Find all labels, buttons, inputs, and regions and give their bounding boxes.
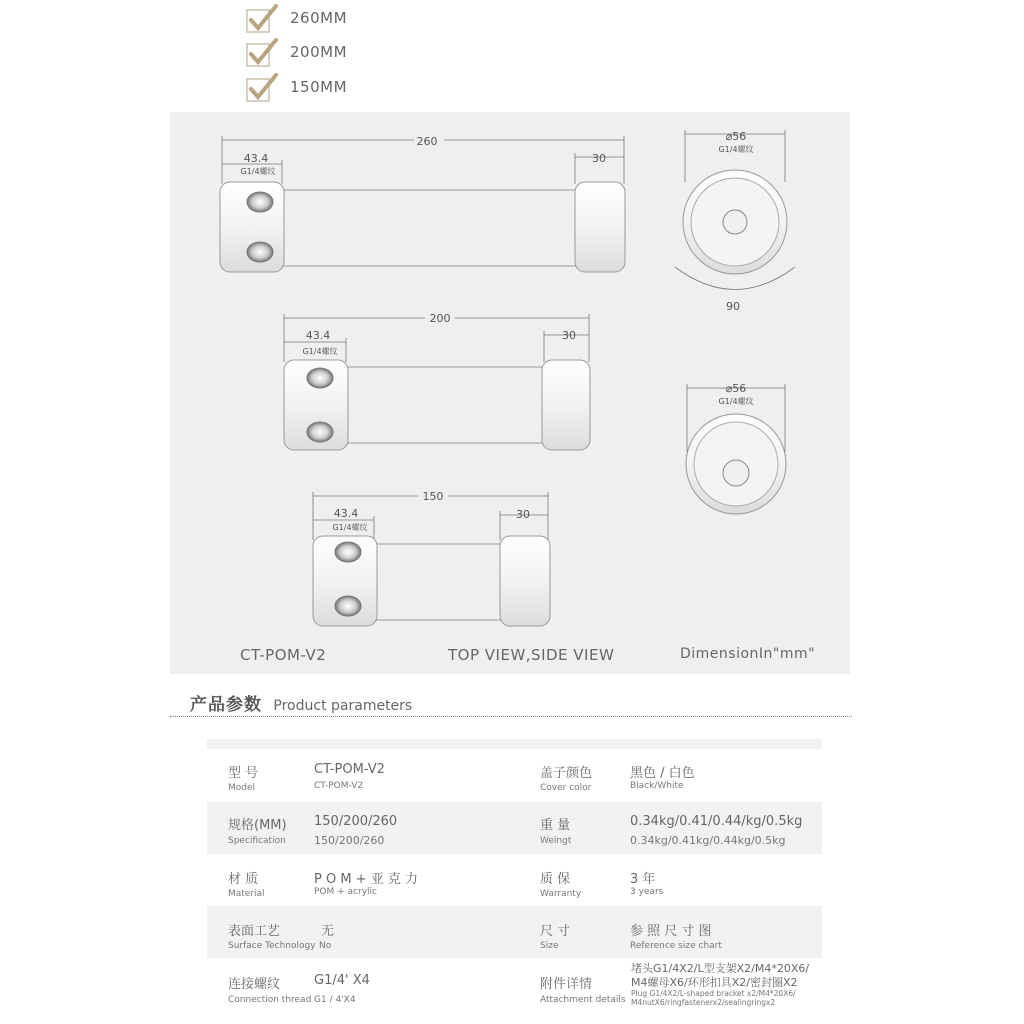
- dim-diameter: ⌀56: [725, 382, 747, 395]
- option-label: 150MM: [290, 78, 348, 96]
- param-label-en: Surface Technology: [228, 941, 316, 951]
- option-260mm[interactable]: [246, 2, 347, 34]
- side-view-1: [675, 130, 795, 313]
- dim-end-cap: 30: [592, 152, 606, 165]
- param-value: CT-POM-V2: [314, 762, 385, 777]
- model-caption: CT-POM-V2: [240, 646, 327, 664]
- dim-port-offset: 43.4: [305, 329, 331, 342]
- param-label-cn: 材 质: [228, 872, 259, 887]
- param-value-en: G1 / 4'X4: [314, 995, 356, 1005]
- table-header-band: [207, 739, 822, 749]
- dim-port-offset: 43.4: [243, 152, 269, 165]
- param-label-en: Specification: [228, 836, 286, 846]
- dim-port-offset: 43.4: [333, 507, 359, 520]
- param-value-line1: 堵头G1/4X2/L型支架X2/M4*20X6/: [631, 962, 810, 975]
- param-value: 3 年: [630, 872, 656, 887]
- param-label-en: Connection thread: [228, 995, 312, 1005]
- param-value-en-line2: M4nutX6/ringfastenerx2/sealingringx2: [631, 998, 776, 1007]
- section-title-cn: 产品参数: [190, 695, 262, 715]
- option-150mm[interactable]: [246, 71, 347, 103]
- thread-label: G1/4螺纹: [718, 397, 754, 406]
- param-label-cn: 连接螺纹: [228, 977, 281, 992]
- checkbox-checked-icon[interactable]: [246, 38, 274, 66]
- param-value: 黑色 / 白色: [630, 766, 695, 781]
- table-row: [207, 856, 822, 908]
- thread-label: G1/4螺纹: [332, 523, 368, 532]
- param-value-en: POM + acrylic: [314, 887, 377, 897]
- param-value-en: No: [319, 941, 332, 951]
- param-label-en: Attachment details: [540, 995, 626, 1005]
- option-label: 260MM: [290, 9, 348, 27]
- checkbox-checked-icon[interactable]: [246, 4, 274, 32]
- param-label-en: Cover color: [540, 783, 592, 793]
- param-label-en: Size: [540, 941, 559, 951]
- section-title: [190, 690, 412, 715]
- param-label-cn: 质 保: [540, 872, 571, 887]
- section-title-en: Product parameters: [273, 698, 413, 714]
- param-value: 150/200/260: [314, 814, 398, 829]
- table-row: [207, 802, 822, 854]
- option-label: 200MM: [290, 43, 348, 61]
- param-value-en: Reference size chart: [630, 941, 722, 951]
- checkbox-checked-icon[interactable]: [246, 73, 274, 101]
- param-value-en: Black/White: [630, 781, 684, 791]
- dim-end-cap: 30: [516, 508, 530, 521]
- table-row: [207, 906, 822, 958]
- tube-view-150: [313, 489, 550, 626]
- param-label-en: Weingt: [540, 836, 572, 846]
- dim-length: 260: [416, 135, 438, 148]
- param-value: 参 照 尺 寸 图: [630, 924, 712, 939]
- dim-end-cap: 30: [562, 329, 576, 342]
- param-label-cn: 表面工艺: [228, 924, 281, 939]
- dimension-caption: DimensionIn"mm": [680, 646, 816, 662]
- view-caption: TOP VIEW,SIDE VIEW: [448, 646, 615, 664]
- param-label-en: Warranty: [540, 889, 582, 899]
- param-value-line2: M4螺母X6/环形扣具X2/密封圈X2: [631, 976, 798, 989]
- param-value: G1/4' X4: [314, 973, 370, 988]
- divider: [170, 716, 852, 717]
- param-value: 无: [321, 924, 335, 939]
- param-value-en: CT-POM-V2: [314, 781, 364, 791]
- param-value-en-line1: Plug G1/4X2/L-shaped bracket x2/M4*20X6/: [631, 989, 796, 998]
- table-row: [207, 960, 822, 1020]
- param-value-en: 3 years: [630, 887, 664, 897]
- dimension-drawing: [170, 112, 850, 674]
- param-label-cn: 尺 寸: [540, 924, 571, 939]
- param-value-en: 0.34kg/0.41kg/0.44kg/0.5kg: [630, 834, 786, 847]
- param-label-cn: 重 量: [540, 818, 571, 833]
- tube-view-260: [220, 133, 625, 272]
- thread-label: G1/4螺纹: [302, 347, 338, 356]
- dim-diameter: ⌀56: [725, 130, 747, 143]
- param-value: 0.34kg/0.41/0.44/kg/0.5kg: [630, 814, 803, 829]
- dim-length: 200: [429, 312, 451, 325]
- param-value-en: 150/200/260: [314, 834, 385, 847]
- thread-label: G1/4螺纹: [240, 167, 276, 176]
- table-row: [207, 752, 822, 804]
- tube-view-200: [284, 311, 590, 450]
- dim-angle: 90: [726, 300, 740, 313]
- param-label-cn: 附件详情: [540, 977, 593, 992]
- side-view-2: [686, 382, 786, 514]
- option-200mm[interactable]: [246, 36, 347, 68]
- param-value: P O M + 亚 克 力: [314, 872, 418, 887]
- dim-length: 150: [422, 490, 444, 503]
- param-label-en: Material: [228, 889, 265, 899]
- param-label-cn: 盖子颜色: [540, 766, 593, 781]
- param-label-en: Model: [228, 783, 256, 793]
- thread-label: G1/4螺纹: [718, 145, 754, 154]
- param-label-cn: 规格(MM): [228, 818, 287, 833]
- param-label-cn: 型 号: [228, 766, 259, 781]
